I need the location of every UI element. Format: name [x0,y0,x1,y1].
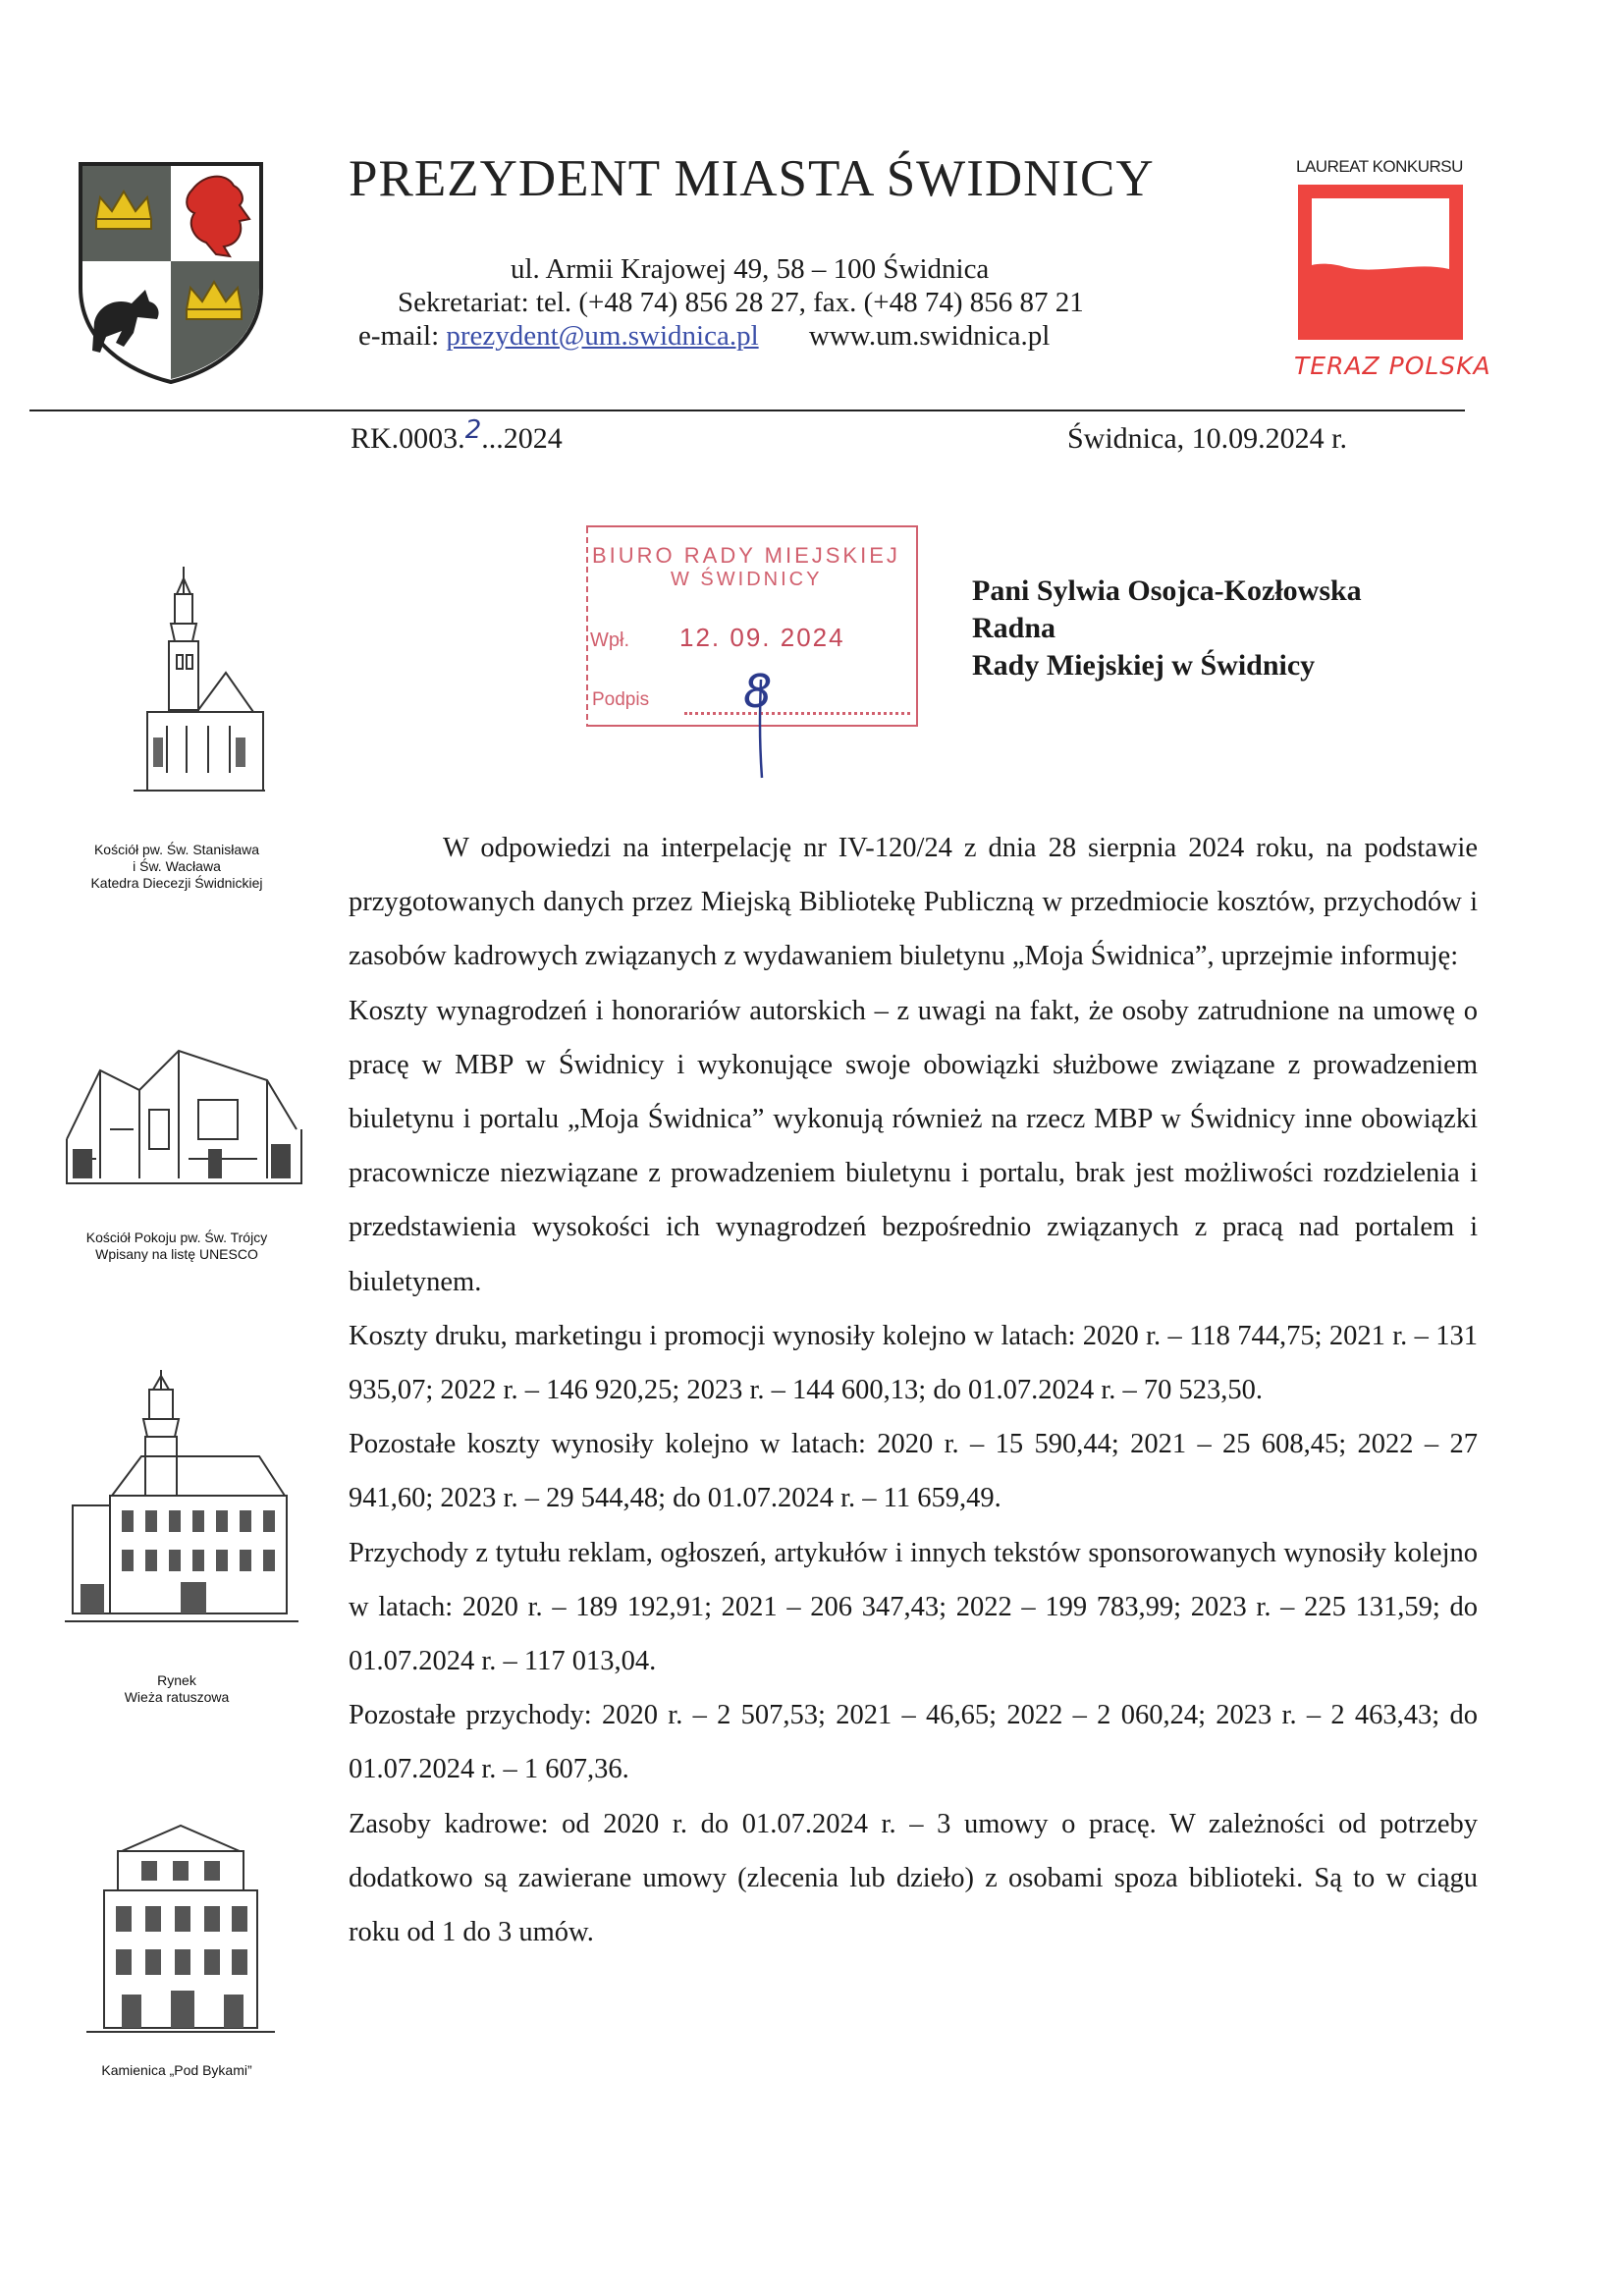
stamp-received-label: Wpł. [590,629,629,651]
paragraph: Pozostałe przychody: 2020 r. – 2 507,53; 2021 – 46,65; 2022 – 2 060,24; 2023 r. – 2 463,43; do 01.07.2024 r. – 1 607,36. [349,1700,1478,1785]
town-hall-sketch-icon [63,1368,303,1633]
caption-cathedral: Kościół pw. Św. Stanisława i Św. Wacława Katedra Diecezji Świdnickiej [90,842,263,891]
stamp-signature-dots [684,712,910,715]
caption-church-of-peace: Kościół Pokoju pw. Św. Trójcy Wpisany na listę UNESCO [85,1230,268,1262]
recipient-council: Rady Miejskiej w Świdnicy [972,649,1316,682]
teraz-polska-logo-icon [1298,185,1463,340]
coat-of-arms-icon [77,160,265,386]
document-date: Świdnica, 10.09.2024 r. [1067,422,1347,455]
signature-stroke-icon [751,678,771,781]
paragraph: W odpowiedzi na interpelację nr IV-120/24 z dnia 28 sierpnia 2024 roku, na podstawie przygotowanych danych przez Miejską Bibliotekę Publiczną w przedmiocie kosztów, przychodów i zasobów kadrowych związanych z wydawaniem biuletynu „Moja Świdnica”, uprzejmie informuję: [349,833,1478,972]
stamp-title: BIURO RADY MIEJSKIEJ [592,543,900,568]
award-top-label: LAUREAT KONKURSU [1296,157,1463,176]
recipient-block [972,573,1362,684]
website-link[interactable]: www.um.swidnica.pl [808,320,1051,352]
stamp-signature-label: Podpis [592,689,650,710]
stamp-received-date: 12. 09. 2024 [679,623,845,652]
reference-number: RK.0003.2...2024 [351,415,563,455]
award-bottom-label: TERAZ POLSKA [1294,352,1491,380]
paragraph: Pozostałe koszty wynosiły kolejno w latach: 2020 r. – 15 590,44; 2021 – 25 608,45; 2022 – 27 941,60; 2023 r. – 29 544,48; do 01.07.2024 r. – 11 659,49. [349,1429,1478,1514]
secretariat-line: Sekretariat: tel. (+48 74) 856 28 27, fax. (+48 74) 856 87 21 [398,287,1084,318]
caption-town-hall: Rynek Wieża ratuszowa [124,1672,230,1705]
email-link[interactable]: prezydent@um.swidnica.pl [446,320,759,352]
header-divider [29,410,1465,411]
letter-body [349,821,1478,1959]
paragraph: Koszty druku, marketingu i promocji wynosiły kolejno w latach: 2020 r. – 118 744,75; 2021 r. – 131 935,07; 2022 r. – 146 920,25; 2023 r. – 144 600,13; do 01.07.2024 r. – 70 523,50. [349,1320,1478,1406]
church-of-peace-sketch-icon [61,1031,306,1193]
recipient-name: Pani Sylwia Osojca-Kozłowska [972,574,1362,607]
stamp-handwritten-mark: 8 [743,665,773,718]
paragraph: Przychody z tytułu reklam, ogłoszeń, artykułów i innych tekstów sponsorowanych wynosiły kolejno w latach: 2020 r. – 189 192,91; 2021 – 206 347,43; 2022 – 199 783,99; 2023 r. – 225 131,59; do 01.07.2024 r. – 117 013,04. [349,1537,1478,1677]
tenement-house-sketch-icon [82,1822,279,2048]
recipient-role: Radna [972,612,1056,644]
paragraph: Zasoby kadrowe: od 2020 r. do 01.07.2024 r. – 3 umowy o pracę. W zależności od potrzeby dodatkowo są zawierane umowy (zlecenia lub dzieło) z osobami spoza biblioteki. Są to w ciągu roku od 1 do 3 umów. [349,1808,1478,1948]
paragraph: Koszty wynagrodzeń i honorariów autorskich – z uwagi na fakt, że osoby zatrudnione na umowę o pracę w MBP w Świdnicy i wykonujące swoje obowiązki służbowe związane z prowadzeniem biuletynu i portalu „Moja Świdnica” wykonują również na rzecz MBP w Świdnicy inne obowiązki pracownicze niezwiązane z prowadzeniem biuletynu i portalu, brak jest możliwości rozdzielenia i przedstawienia wysokości ich wynagrodzeń bezpośrednio związanych z pracą nad portalem i biuletynem. [349,995,1478,1297]
contact-line [358,320,1050,353]
stamp-city: W ŚWIDNICY [671,569,823,590]
page-title: PREZYDENT MIASTA ŚWIDNICY [349,150,1155,207]
email-label: e-mail: [358,320,440,352]
cathedral-sketch-icon [128,565,270,815]
address-line: ul. Armii Krajowej 49, 58 – 100 Świdnica [511,253,990,285]
caption-tenement-house: Kamienica „Pod Bykami” [101,2062,252,2078]
